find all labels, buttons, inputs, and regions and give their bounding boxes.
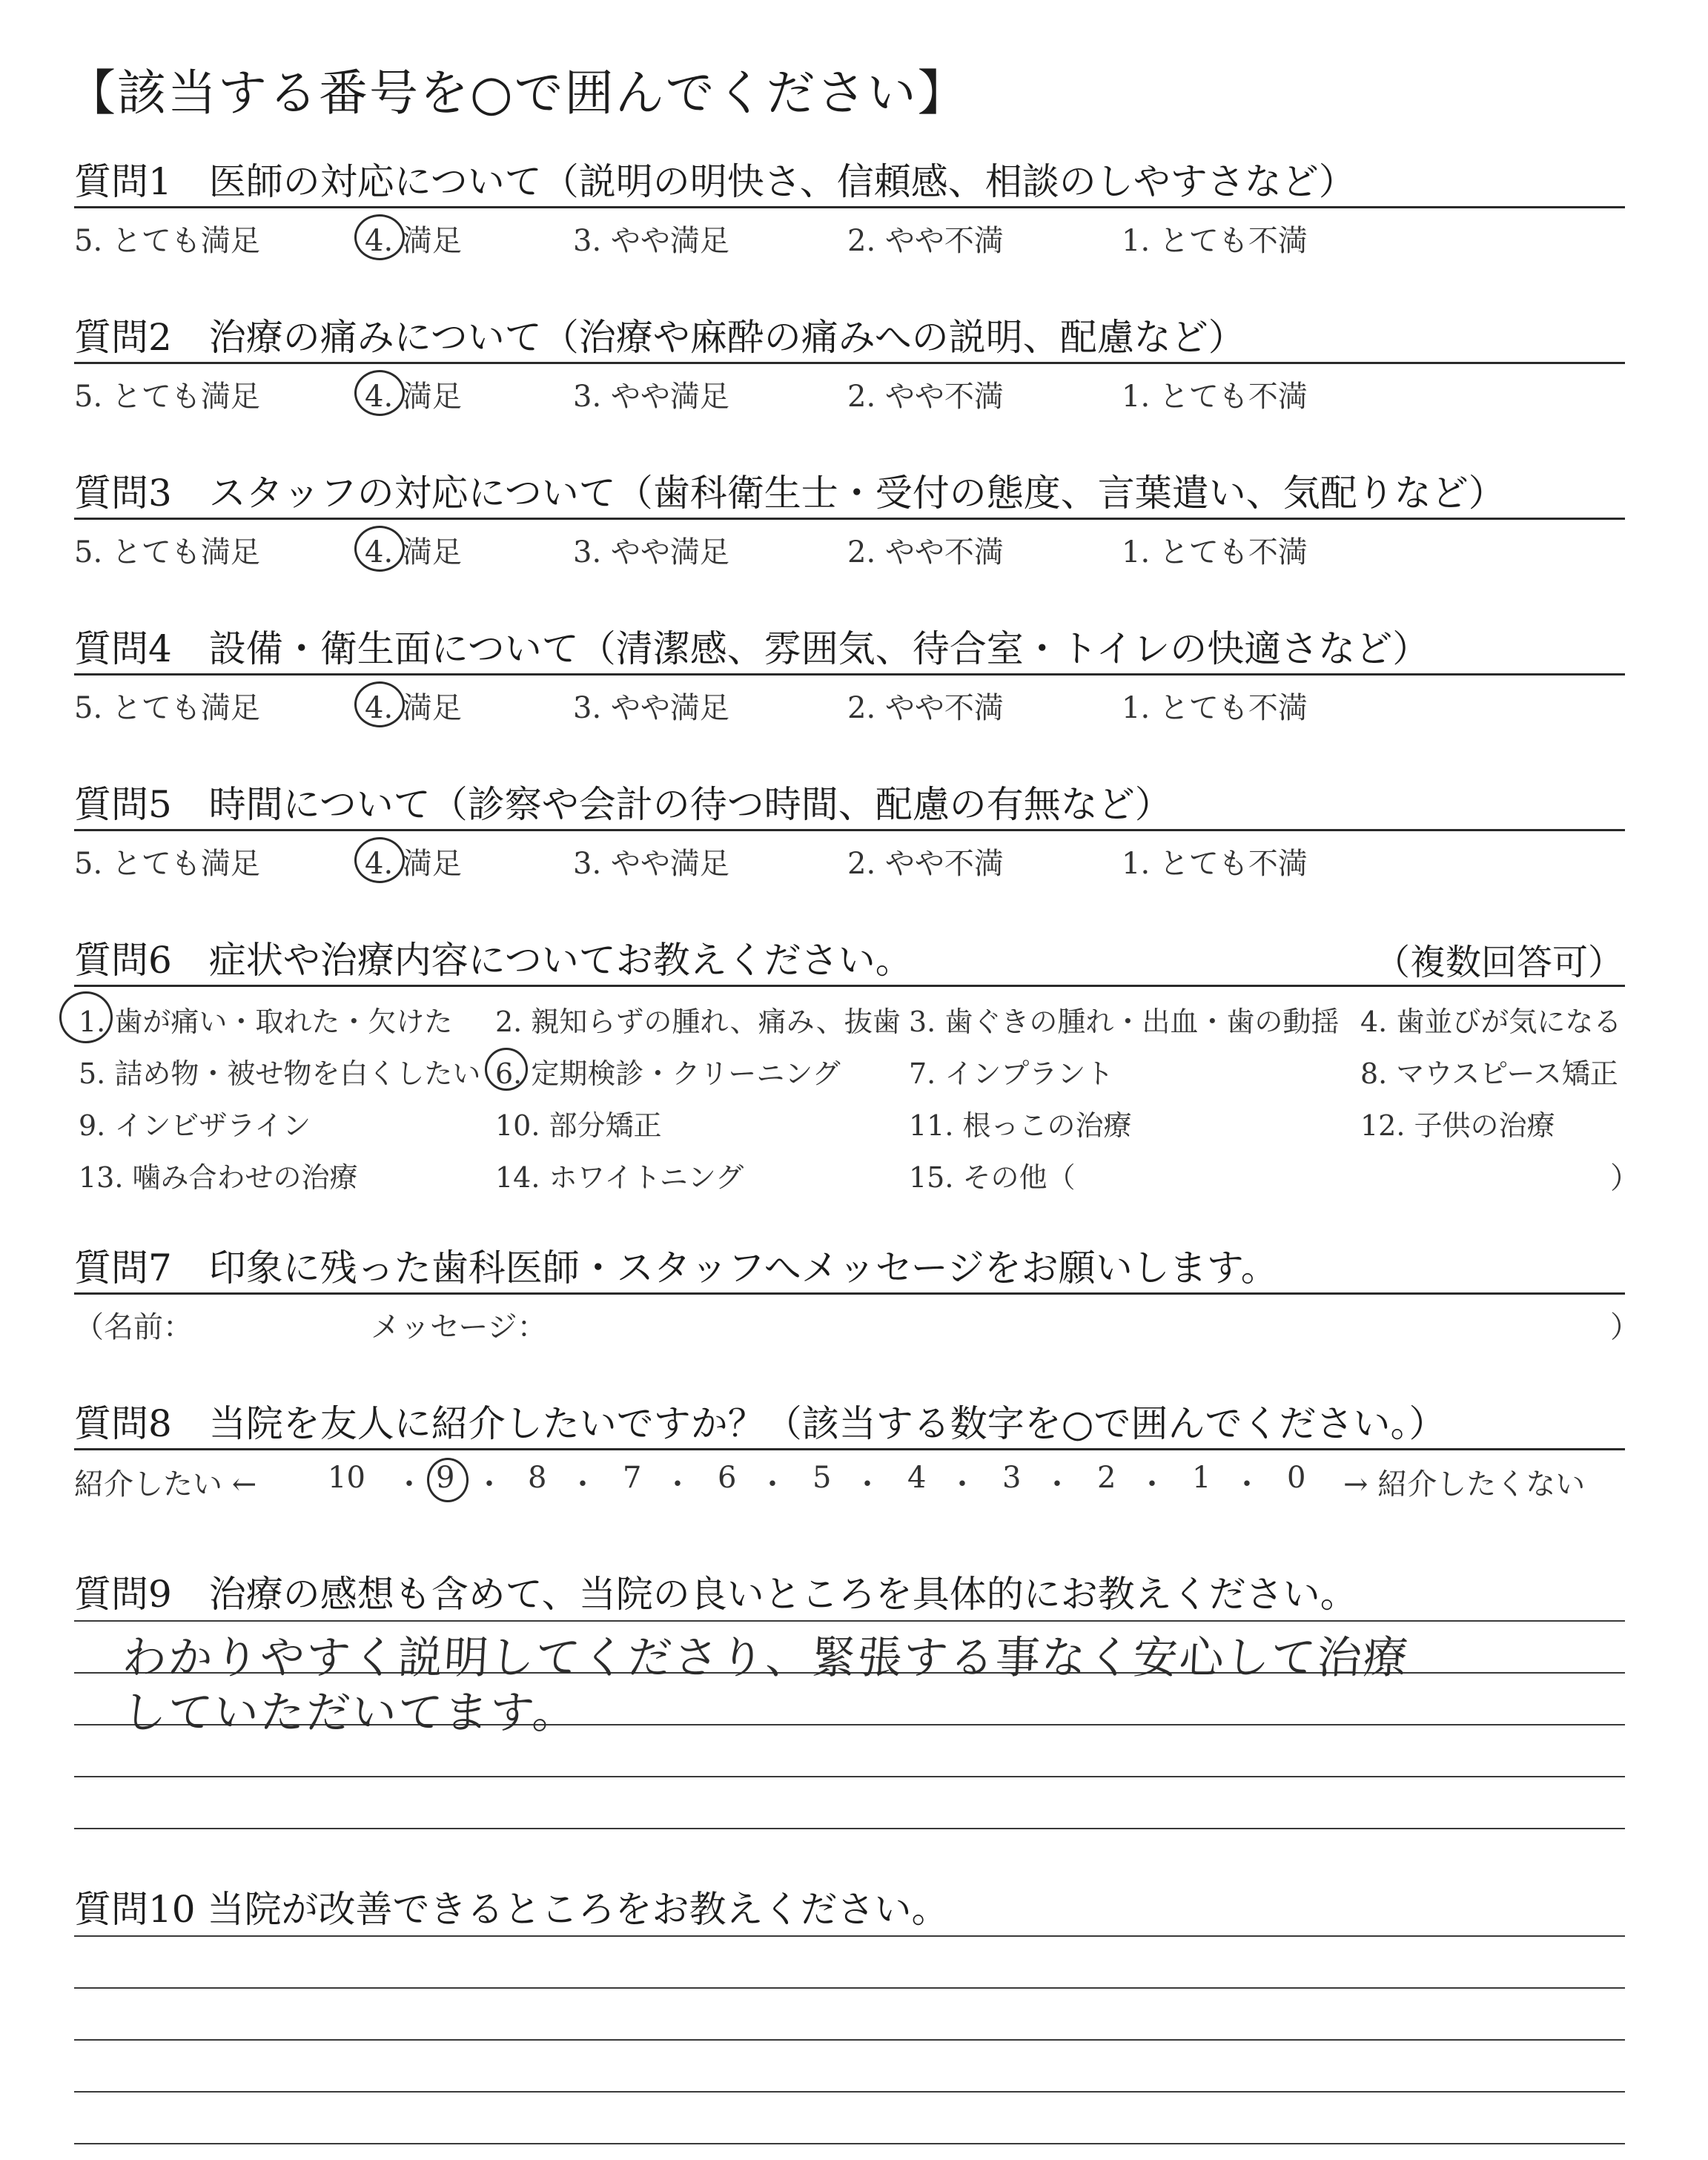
question-2 (74, 308, 1631, 449)
scale-left-label: 紹介したい ← (74, 1467, 257, 1502)
scale-5[interactable]: 5 (812, 1461, 832, 1495)
scale-dot: ・ (474, 1467, 504, 1502)
message-label: メッセージ： (371, 1310, 547, 1344)
question-7 (74, 1238, 1640, 1350)
option-1[interactable]: 1. とても不満 (1122, 224, 1308, 258)
option-4[interactable]: 4. 満足 (365, 224, 462, 258)
divider (74, 829, 1625, 831)
option-5[interactable]: 5. とても満足 (74, 847, 260, 881)
question-heading: 質問6 症状や治療内容についてお教えください。 (74, 939, 913, 982)
handwritten-answer-line-2: していただいてます。 (120, 1687, 580, 1739)
divider (74, 1292, 1625, 1295)
selection-circle (485, 1048, 528, 1091)
option-5[interactable]: 5. とても満足 (74, 535, 260, 569)
multiple-answers-note: （複数回答可） (1374, 942, 1623, 983)
divider (74, 1448, 1625, 1450)
recommend-scale (74, 1461, 1631, 1505)
question-heading: 質問4 設備・衛生面について（清潔感、雰囲気、待合室・トイレの快適さなど） (74, 627, 1430, 670)
other-close-paren: ） (1610, 1161, 1640, 1195)
q6-option-8[interactable]: 8. マウスピース矯正 (1360, 1057, 1618, 1090)
scale-dot: ・ (1232, 1467, 1262, 1502)
question-heading: 質問2 治療の痛みについて（治療や麻酔の痛みへの説明、配慮など） (74, 316, 1245, 359)
divider (74, 673, 1625, 676)
q6-option-11[interactable]: 11. 根っこの治療 (909, 1109, 1132, 1142)
scale-right-label: → 紹介したくない (1343, 1467, 1586, 1502)
scale-dot: ・ (947, 1467, 977, 1502)
option-2[interactable]: 2. やや不満 (847, 535, 1004, 569)
scale-4[interactable]: 4 (907, 1461, 927, 1495)
question-6 (74, 931, 1640, 1198)
divider (74, 518, 1625, 520)
scale-dot: ・ (1137, 1467, 1167, 1502)
answer-line (74, 1935, 1625, 1937)
option-1[interactable]: 1. とても不満 (1122, 847, 1308, 881)
handwritten-answer-line-1: わかりやすく説明してくださり、緊張する事なく安心して治療 (120, 1632, 1411, 1684)
option-1[interactable]: 1. とても不満 (1122, 380, 1308, 414)
q6-option-1[interactable]: 1. 歯が痛い・取れた・欠けた (79, 1005, 453, 1038)
option-3[interactable]: 3. やや満足 (573, 847, 729, 881)
q6-option-9[interactable]: 9. インビザライン (79, 1109, 311, 1142)
scale-3[interactable]: 3 (1002, 1461, 1022, 1495)
question-3 (74, 463, 1631, 604)
selection-circle (59, 991, 113, 1043)
option-1[interactable]: 1. とても不満 (1122, 691, 1308, 725)
scale-dot: ・ (758, 1467, 787, 1502)
question-heading: 質問1 医師の対応について（説明の明快さ、信頼感、相談のしやすさなど） (74, 160, 1356, 203)
q6-option-12[interactable]: 12. 子供の治療 (1360, 1109, 1555, 1142)
scale-2[interactable]: 2 (1097, 1461, 1116, 1495)
question-heading: 質問10 当院が改善できるところをお教えください。 (74, 1888, 949, 1931)
answer-line (74, 1776, 1625, 1777)
question-heading: 質問3 スタッフの対応について（歯科衛生士・受付の態度、言葉遣い、気配りなど） (74, 472, 1506, 515)
option-3[interactable]: 3. やや満足 (573, 535, 729, 569)
scale-dot: ・ (1042, 1467, 1072, 1502)
q6-option-6[interactable]: 6. 定期検診・クリーニング (495, 1057, 841, 1090)
question-heading: 質問9 治療の感想も含めて、当院の良いところを具体的にお教えください。 (74, 1573, 1357, 1616)
question-heading: 質問8 当院を友人に紹介したいですか？（該当する数字を○で囲んでください。） (74, 1402, 1446, 1445)
scale-dot: ・ (663, 1467, 692, 1502)
q6-option-2[interactable]: 2. 親知らずの腫れ、痛み、抜歯 (495, 1005, 901, 1038)
scale-10[interactable]: 10 (328, 1461, 365, 1495)
question-10 (74, 1880, 1631, 1931)
answer-line (74, 2039, 1625, 2041)
divider (74, 362, 1625, 364)
name-label: （名前： (74, 1310, 193, 1344)
answer-line (74, 2143, 1625, 2144)
scale-0[interactable]: 0 (1287, 1461, 1306, 1495)
scale-9[interactable]: 9 (436, 1461, 455, 1495)
form-title: 【該当する番号を○で囲んでください】 (67, 65, 968, 122)
q6-option-13[interactable]: 13. 噛み合わせの治療 (79, 1161, 358, 1194)
scale-7[interactable]: 7 (623, 1461, 642, 1495)
option-4[interactable]: 4. 満足 (365, 691, 462, 725)
selection-circle (354, 681, 405, 727)
question-5 (74, 775, 1631, 916)
scale-8[interactable]: 8 (528, 1461, 547, 1495)
q6-option-7[interactable]: 7. インプラント (909, 1057, 1114, 1090)
answer-line (74, 1987, 1625, 1989)
option-5[interactable]: 5. とても満足 (74, 380, 260, 414)
selection-circle (354, 214, 405, 260)
scale-dot: ・ (853, 1467, 882, 1502)
scale-dot: ・ (568, 1467, 598, 1502)
option-2[interactable]: 2. やや不満 (847, 691, 1004, 725)
option-2[interactable]: 2. やや不満 (847, 380, 1004, 414)
option-3[interactable]: 3. やや満足 (573, 691, 729, 725)
q6-option-4[interactable]: 4. 歯並びが気になる (1360, 1005, 1622, 1038)
question-heading: 質問5 時間について（診察や会計の待つ時間、配慮の有無など） (74, 783, 1172, 826)
scale-1[interactable]: 1 (1192, 1461, 1211, 1495)
q6-option-3[interactable]: 3. 歯ぐきの腫れ・出血・歯の動揺 (909, 1005, 1340, 1038)
q6-option-14[interactable]: 14. ホワイトニング (495, 1161, 744, 1194)
option-2[interactable]: 2. やや不満 (847, 224, 1004, 258)
option-3[interactable]: 3. やや満足 (573, 224, 729, 258)
question-4 (74, 619, 1631, 760)
option-4[interactable]: 4. 満足 (365, 535, 462, 569)
selection-circle (354, 370, 405, 416)
option-2[interactable]: 2. やや不満 (847, 847, 1004, 881)
option-5[interactable]: 5. とても満足 (74, 224, 260, 258)
selection-circle (354, 837, 405, 883)
divider (74, 985, 1625, 987)
message-close-paren: ） (1610, 1310, 1640, 1344)
question-1 (74, 152, 1631, 293)
option-1[interactable]: 1. とても不満 (1122, 535, 1308, 569)
answer-line (74, 1620, 1625, 1622)
q6-option-5[interactable]: 5. 詰め物・被せ物を白くしたい (79, 1057, 481, 1090)
option-5[interactable]: 5. とても満足 (74, 691, 260, 725)
answer-line (74, 2091, 1625, 2093)
option-4[interactable]: 4. 満足 (365, 847, 462, 881)
scale-dot: ・ (394, 1467, 424, 1502)
selection-circle (427, 1458, 469, 1502)
divider (74, 206, 1625, 208)
option-4[interactable]: 4. 満足 (365, 380, 462, 414)
q6-option-10[interactable]: 10. 部分矯正 (495, 1109, 662, 1142)
answer-line (74, 1828, 1625, 1829)
option-3[interactable]: 3. やや満足 (573, 380, 729, 414)
question-9 (74, 1565, 1631, 1616)
question-heading: 質問7 印象に残った歯科医師・スタッフへメッセージをお願いします。 (74, 1246, 1278, 1289)
selection-circle (354, 526, 405, 572)
scale-6[interactable]: 6 (718, 1461, 737, 1495)
q6-option-15[interactable]: 15. その他（ (909, 1161, 1076, 1194)
